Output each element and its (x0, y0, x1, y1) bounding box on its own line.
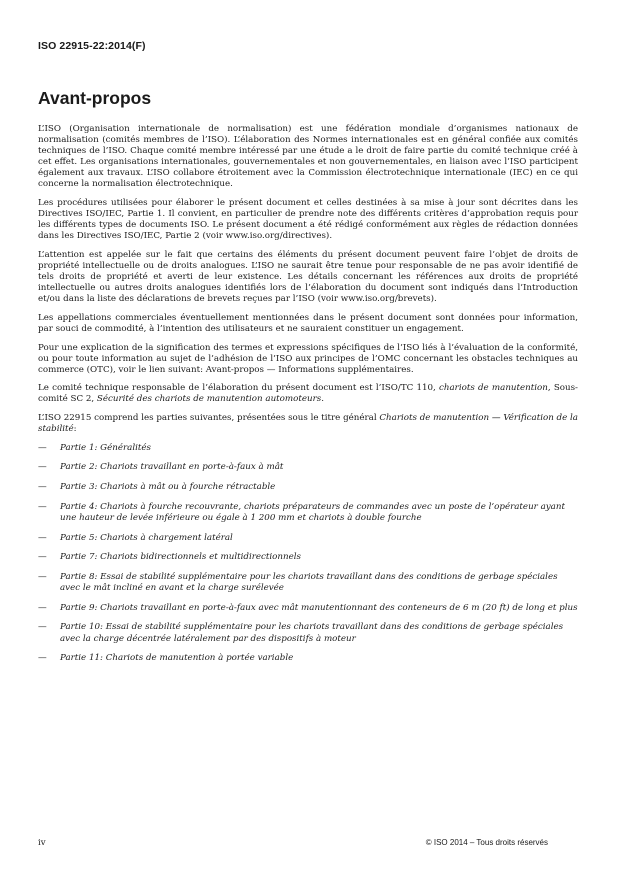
list-item (38, 622, 578, 644)
paragraph-procedures: Les procédures utilisées pour élaborer le présent document et celles destinées à sa mise à jour sont décrites dans les Directives ISO/IEC, Partie 1. Il convient, en particulier de prendre note des différents critères d’approbation requis pour les différents types de documents ISO. Le présent document a été rédigé conformément aux règles de rédaction données dans les Directives ISO/IEC, Partie 2 (voir www.iso.org/directives). (38, 198, 578, 242)
list-item-text: Partie 8: Essai de stabilité supplémentaire pour les chariots travaillant dans des conditions de gerbage spéciales avec le mât incliné en avant et la charge surélevée (60, 571, 558, 594)
list-item-text: Partie 4: Chariots à fourche recouvrante, chariots préparateurs de commandes avec un poste de l’opérateur ayant une hauteur de levée inférieure ou égale à 1 200 mm et chariots à double fourche (60, 501, 565, 523)
list-dash: — (38, 602, 47, 613)
list-item-text: Partie 1: Généralités (60, 442, 151, 453)
committee-text-3: . (321, 394, 324, 405)
parts-intro-colon: : (73, 424, 77, 435)
list-item (38, 462, 578, 473)
list-dash: — (38, 571, 47, 582)
list-item-text: Partie 7: Chariots bidirectionnels et multidirectionnels (60, 552, 301, 563)
list-dash: — (38, 532, 47, 543)
list-item-text: Partie 9: Chariots travaillant en porte-à-faux avec mât manutentionnant des conteneurs de 6 m (20 ft) de long et plus (60, 602, 578, 613)
list-item (38, 443, 578, 454)
paragraph-conformity: Pour une explication de la signification des termes et expressions spécifiques de l’ISO liés à l’évaluation de la conformité, ou pour toute information au sujet de l’adhésion de l’ISO aux principes de l’OMC concernant les obstacles techniques au commerce (OTC), voir le lien suivant: Avant-propos — Informations supplémentaires. (38, 342, 578, 375)
list-dash: — (38, 501, 47, 512)
document-id-header: ISO 22915-22:2014(F) (38, 40, 146, 52)
committee-text-2: , Sous-comité SC 2, (38, 383, 578, 405)
list-item (38, 572, 578, 594)
paragraph-iso-intro: L’ISO (Organisation internationale de normalisation) est une fédération mondiale d’organismes nationaux de normalisation (comités membres de l’ISO). L’élaboration des Normes internationales est en général confiée aux comités techniques de l’ISO. Chaque comité membre intéressé par une étude a le droit de faire partie du comité technique créé à cet effet. Les organisations internationales, gouvernementales et non gouvernementales, en liaison avec l’ISO participent également aux travaux. L’ISO collabore étroitement avec la Commission électrotechnique internationale (IEC) en ce qui concerne la normalisation électrotechnique. (38, 124, 578, 190)
list-item (38, 552, 578, 563)
list-item-text: Partie 11: Chariots de manutention à portée variable (60, 653, 294, 664)
paragraph-committee (38, 383, 578, 405)
list-item-text: Partie 2: Chariots travaillant en porte-à-faux à mât (60, 462, 284, 473)
list-item (38, 533, 578, 544)
list-item (38, 653, 578, 664)
page-title: Avant-propos (38, 88, 152, 108)
subcommittee-title: Sécurité des chariots de manutention automoteurs (96, 394, 322, 405)
paragraph-patents: L’attention est appelée sur le fait que certains des éléments du présent document peuvent faire l’objet de droits de propriété intellectuelle ou de droits analogues. L’ISO ne saurait être tenue pour responsable de ne pas avoir identifié de tels droits de propriété et averti de leur existence. Les détails concernant les références aux droits de propriété intellectuelle ou autres droits analogues identifiés lors de l’élaboration du document sont indiqués dans l’Introduction et/ou dans la liste des déclarations de brevets reçues par l’ISO (voir www.iso.org/brevets). (38, 249, 578, 305)
list-item (38, 603, 578, 614)
list-item-text: Partie 10: Essai de stabilité supplémentaire pour les chariots travaillant dans des conditions de gerbage spéciales avec la charge décentrée latéralement par des dispositifs à moteur (60, 622, 564, 644)
list-item-text: Partie 3: Chariots à mât ou à fourche rétractable (60, 482, 276, 493)
copyright-notice: © ISO 2014 – Tous droits réservés (425, 838, 548, 847)
list-item (38, 482, 578, 493)
list-dash: — (38, 462, 47, 473)
foreword-body (38, 124, 578, 673)
list-dash: — (38, 552, 47, 563)
parts-intro-text: L’ISO 22915 comprend les parties suivantes, présentées sous le titre général (38, 413, 380, 424)
list-dash: — (38, 482, 47, 493)
list-dash: — (38, 622, 47, 633)
committee-text-1: Le comité technique responsable de l’élaboration du présent document est l’ISO/TC 110, (38, 383, 440, 394)
list-item-text: Partie 5: Chariots à chargement latéral (60, 532, 233, 543)
paragraph-trade-names: Les appellations commerciales éventuellement mentionnées dans le présent document sont données pour information, par souci de commodité, à l’intention des utilisateurs et ne sauraient constituer un engagement. (38, 312, 578, 334)
list-dash: — (38, 442, 47, 453)
paragraph-parts-intro (38, 413, 578, 435)
parts-list (38, 443, 578, 665)
committee-title: chariots de manutention (439, 383, 548, 394)
general-title: Chariots de manutention — Vérification de la stabilité (38, 413, 578, 435)
page-number: iv (38, 838, 46, 848)
list-dash: — (38, 653, 47, 664)
list-item (38, 502, 578, 524)
